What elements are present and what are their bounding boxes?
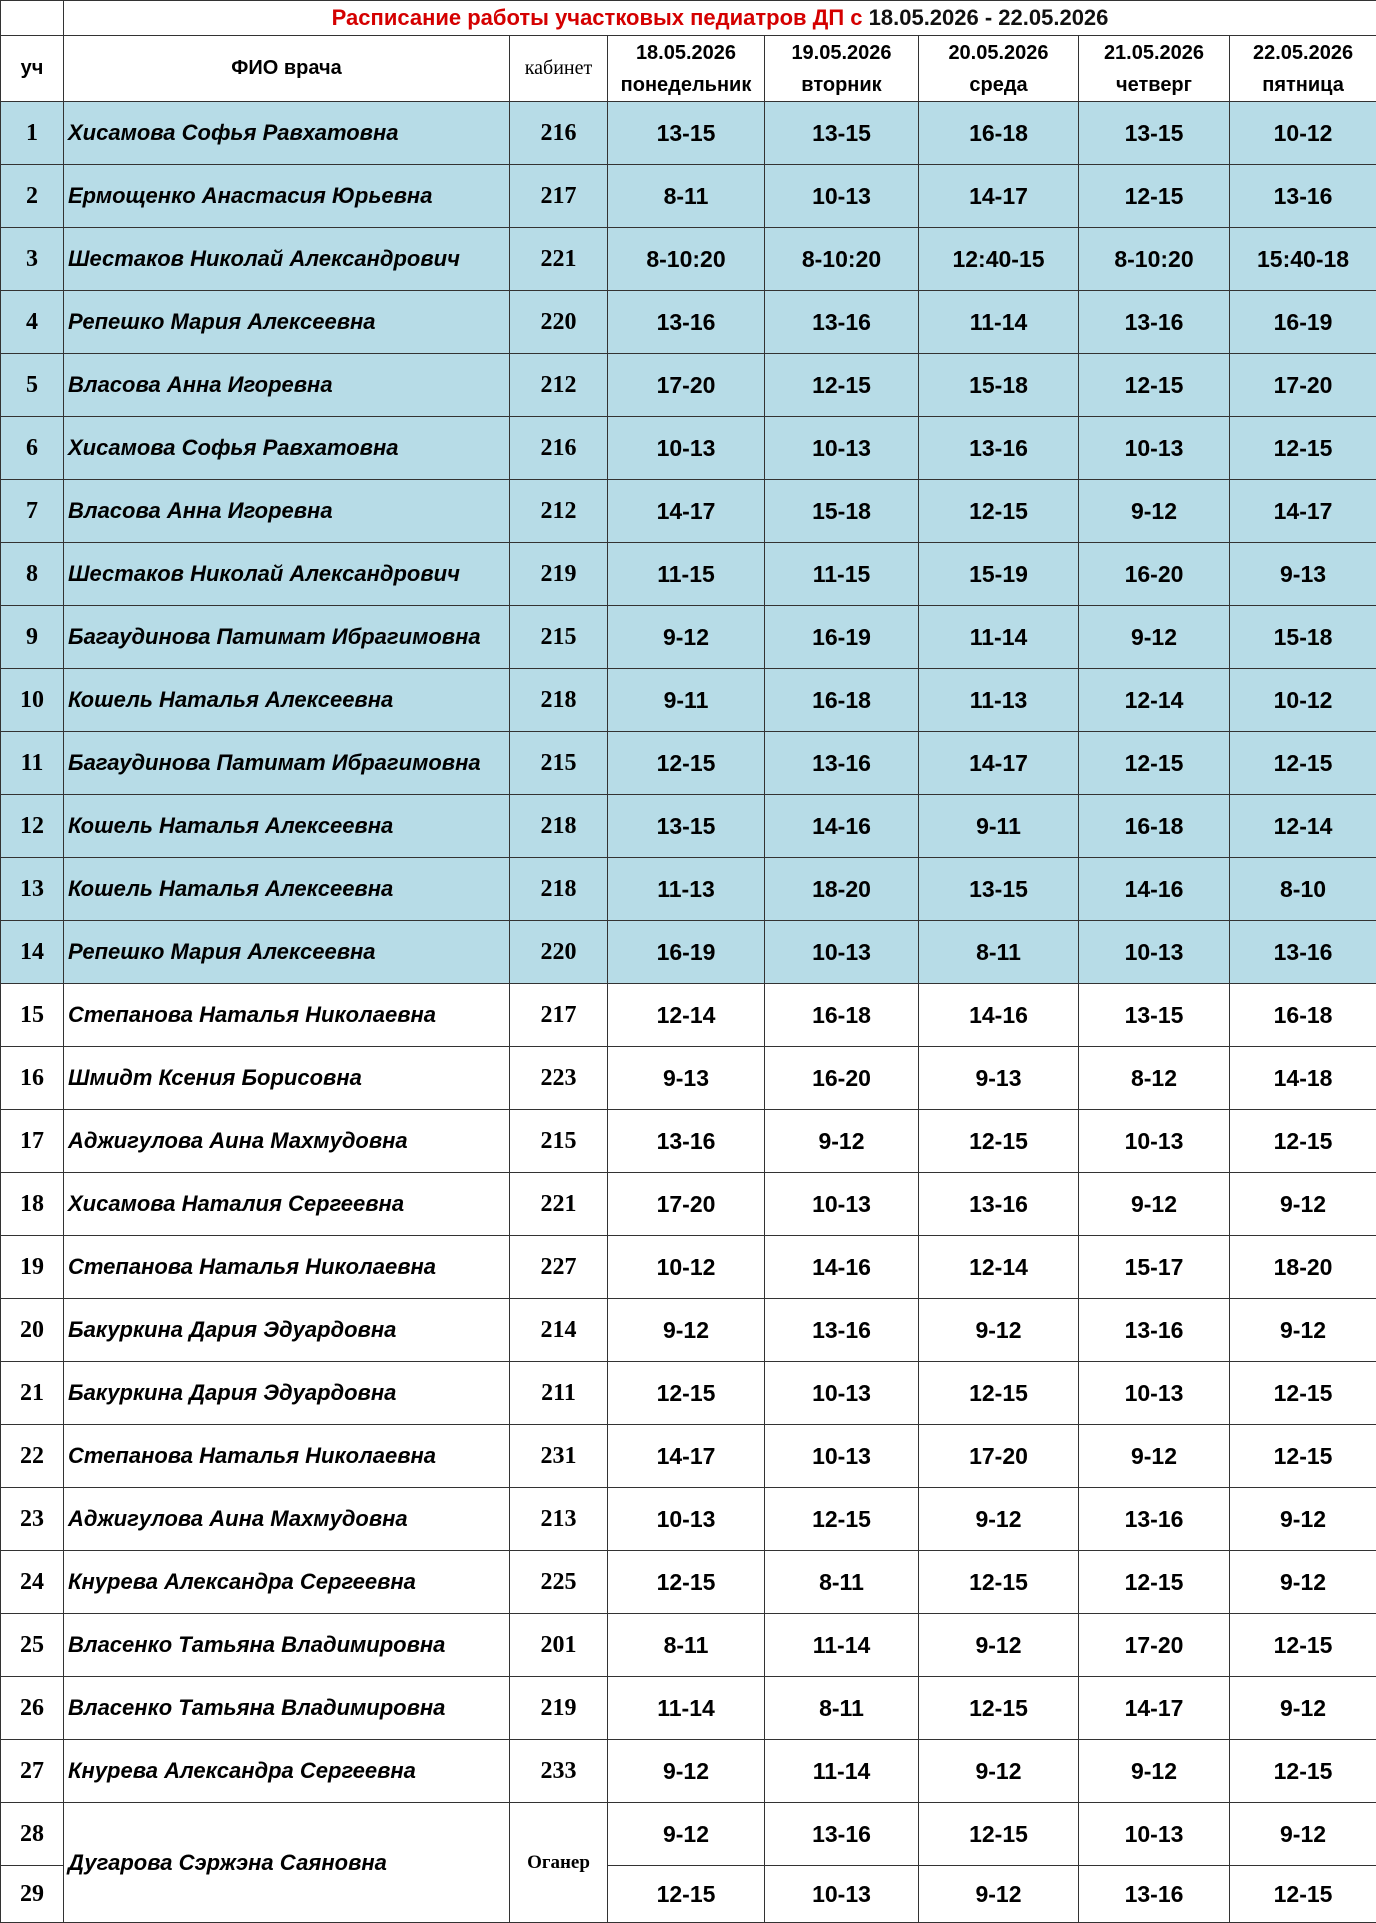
schedule-body — [1, 102, 1376, 1923]
header-day-date: 19.05.2026 — [765, 37, 918, 69]
row-number: 24 — [1, 1551, 64, 1614]
time-cell: 9-12 — [1079, 1425, 1230, 1488]
header-uch: уч — [1, 36, 64, 102]
time-cell: 13-15 — [608, 795, 765, 858]
time-cell: 9-12 — [608, 1740, 765, 1803]
header-day-name: пятница — [1230, 69, 1376, 101]
time-cell: 10-13 — [1079, 1803, 1230, 1866]
header-day-name: среда — [919, 69, 1078, 101]
row-number: 12 — [1, 795, 64, 858]
time-cell: 16-18 — [919, 102, 1079, 165]
time-cell: 10-12 — [608, 1236, 765, 1299]
time-cell: 10-13 — [765, 1362, 919, 1425]
time-cell: 12-15 — [919, 1362, 1079, 1425]
time-cell: 13-15 — [919, 858, 1079, 921]
cabinet-number: 223 — [510, 1047, 608, 1110]
time-cell: 12-15 — [1230, 1866, 1376, 1923]
time-cell: 17-20 — [1079, 1614, 1230, 1677]
header-day-date: 21.05.2026 — [1079, 37, 1229, 69]
time-cell: 13-15 — [1079, 984, 1230, 1047]
time-cell: 8-10 — [1230, 858, 1376, 921]
time-cell: 11-15 — [608, 543, 765, 606]
doctor-name: Багаудинова Патимат Ибрагимовна — [64, 732, 510, 795]
table-row — [1, 1425, 1376, 1488]
header-day-3 — [919, 36, 1079, 102]
row-number: 2 — [1, 165, 64, 228]
table-row — [1, 1740, 1376, 1803]
table-row-28 — [1, 1803, 1376, 1866]
table-row — [1, 1299, 1376, 1362]
time-cell: 16-19 — [765, 606, 919, 669]
time-cell: 15-19 — [919, 543, 1079, 606]
time-cell: 12-15 — [1079, 1551, 1230, 1614]
row-number: 3 — [1, 228, 64, 291]
time-cell: 9-12 — [919, 1614, 1079, 1677]
cabinet-number: 217 — [510, 165, 608, 228]
time-cell: 12-15 — [1230, 1614, 1376, 1677]
row-number: 23 — [1, 1488, 64, 1551]
doctor-name: Власенко Татьяна Владимировна — [64, 1677, 510, 1740]
time-cell: 12-15 — [919, 1803, 1079, 1866]
time-cell: 12-15 — [1230, 1110, 1376, 1173]
time-cell: 12:40-15 — [919, 228, 1079, 291]
time-cell: 9-11 — [608, 669, 765, 732]
cabinet-number: 221 — [510, 1173, 608, 1236]
time-cell: 16-19 — [608, 921, 765, 984]
table-row — [1, 228, 1376, 291]
row-number: 22 — [1, 1425, 64, 1488]
time-cell: 12-15 — [1230, 417, 1376, 480]
header-day-name: четверг — [1079, 69, 1229, 101]
time-cell: 12-15 — [608, 1551, 765, 1614]
cabinet-number: 220 — [510, 291, 608, 354]
time-cell: 17-20 — [608, 354, 765, 417]
time-cell: 8-10:20 — [765, 228, 919, 291]
time-cell: 13-16 — [919, 1173, 1079, 1236]
time-cell: 12-15 — [919, 1110, 1079, 1173]
time-cell: 13-15 — [1079, 102, 1230, 165]
time-cell: 14-18 — [1230, 1047, 1376, 1110]
time-cell: 8-12 — [1079, 1047, 1230, 1110]
table-row — [1, 669, 1376, 732]
time-cell: 9-12 — [1230, 1488, 1376, 1551]
row-number: 28 — [1, 1803, 64, 1866]
doctor-name: Багаудинова Патимат Ибрагимовна — [64, 606, 510, 669]
time-cell: 12-14 — [919, 1236, 1079, 1299]
time-cell: 10-12 — [1230, 669, 1376, 732]
cabinet-number: 220 — [510, 921, 608, 984]
time-cell: 11-14 — [919, 606, 1079, 669]
row-number: 26 — [1, 1677, 64, 1740]
time-cell: 12-15 — [919, 1677, 1079, 1740]
row-number: 5 — [1, 354, 64, 417]
time-cell: 10-13 — [1079, 417, 1230, 480]
cabinet-number: 219 — [510, 1677, 608, 1740]
doctor-name: Ермощенко Анастасия Юрьевна — [64, 165, 510, 228]
time-cell: 11-14 — [765, 1740, 919, 1803]
time-cell: 16-19 — [1230, 291, 1376, 354]
cabinet-number: 214 — [510, 1299, 608, 1362]
title-row — [1, 1, 1376, 36]
time-cell: 12-15 — [919, 1551, 1079, 1614]
row-number: 27 — [1, 1740, 64, 1803]
time-cell: 13-16 — [1230, 165, 1376, 228]
time-cell: 12-15 — [1079, 354, 1230, 417]
row-number: 29 — [1, 1866, 64, 1923]
time-cell: 10-13 — [765, 417, 919, 480]
time-cell: 10-13 — [1079, 1110, 1230, 1173]
row-number: 25 — [1, 1614, 64, 1677]
time-cell: 12-15 — [1230, 1740, 1376, 1803]
time-cell: 9-12 — [919, 1488, 1079, 1551]
cabinet-number: 212 — [510, 480, 608, 543]
cabinet-number: 218 — [510, 858, 608, 921]
time-cell: 12-14 — [1079, 669, 1230, 732]
doctor-name: Шестаков Николай Александрович — [64, 543, 510, 606]
row-number: 15 — [1, 984, 64, 1047]
time-cell: 16-18 — [1230, 984, 1376, 1047]
time-cell: 10-13 — [765, 1425, 919, 1488]
time-cell: 9-12 — [1230, 1677, 1376, 1740]
time-cell: 16-18 — [765, 669, 919, 732]
time-cell: 14-16 — [765, 1236, 919, 1299]
time-cell: 13-16 — [765, 291, 919, 354]
time-cell: 15-17 — [1079, 1236, 1230, 1299]
row-number: 17 — [1, 1110, 64, 1173]
time-cell: 13-16 — [608, 291, 765, 354]
time-cell: 8-11 — [608, 1614, 765, 1677]
title-text: Расписание работы участковых педиатров ДП с — [332, 5, 863, 30]
time-cell: 16-20 — [765, 1047, 919, 1110]
time-cell: 8-10:20 — [1079, 228, 1230, 291]
doctor-name: Хисамова Софья Равхатовна — [64, 417, 510, 480]
header-fio: ФИО врача — [64, 36, 510, 102]
table-row — [1, 984, 1376, 1047]
time-cell: 8-11 — [765, 1677, 919, 1740]
time-cell: 16-18 — [765, 984, 919, 1047]
time-cell: 10-13 — [765, 165, 919, 228]
header-day-date: 18.05.2026 — [608, 37, 764, 69]
time-cell: 12-15 — [1230, 732, 1376, 795]
doctor-name: Хисамова Софья Равхатовна — [64, 102, 510, 165]
row-number: 18 — [1, 1173, 64, 1236]
doctor-name: Степанова Наталья Николаевна — [64, 1236, 510, 1299]
row-number: 10 — [1, 669, 64, 732]
time-cell: 9-12 — [1079, 1173, 1230, 1236]
time-cell: 10-13 — [765, 921, 919, 984]
row-number: 11 — [1, 732, 64, 795]
time-cell: 15-18 — [919, 354, 1079, 417]
table-row — [1, 1488, 1376, 1551]
time-cell: 13-16 — [1079, 291, 1230, 354]
time-cell: 9-12 — [1079, 606, 1230, 669]
cabinet-number: 218 — [510, 795, 608, 858]
time-cell: 10-13 — [608, 417, 765, 480]
time-cell: 12-15 — [1230, 1425, 1376, 1488]
doctor-name: Кнурева Александра Сергеевна — [64, 1740, 510, 1803]
row-number: 20 — [1, 1299, 64, 1362]
time-cell: 11-15 — [765, 543, 919, 606]
cabinet-number: 215 — [510, 1110, 608, 1173]
time-cell: 13-16 — [765, 732, 919, 795]
doctor-name: Шмидт Ксения Борисовна — [64, 1047, 510, 1110]
time-cell: 9-12 — [608, 606, 765, 669]
table-row — [1, 732, 1376, 795]
time-cell: 17-20 — [1230, 354, 1376, 417]
time-cell: 9-12 — [608, 1803, 765, 1866]
doctor-name: Шестаков Николай Александрович — [64, 228, 510, 291]
time-cell: 11-14 — [608, 1677, 765, 1740]
time-cell: 12-15 — [919, 480, 1079, 543]
doctor-name: Власова Анна Игоревна — [64, 354, 510, 417]
row-number: 21 — [1, 1362, 64, 1425]
time-cell: 10-13 — [1079, 1362, 1230, 1425]
time-cell: 9-12 — [1230, 1803, 1376, 1866]
time-cell: 12-15 — [765, 1488, 919, 1551]
cabinet-number: 217 — [510, 984, 608, 1047]
time-cell: 15-18 — [1230, 606, 1376, 669]
time-cell: 10-12 — [1230, 102, 1376, 165]
time-cell: 13-16 — [1079, 1299, 1230, 1362]
row-number: 14 — [1, 921, 64, 984]
cabinet-number: 231 — [510, 1425, 608, 1488]
time-cell: 14-17 — [919, 165, 1079, 228]
time-cell: 8-10:20 — [608, 228, 765, 291]
doctor-name: Бакуркина Дария Эдуардовна — [64, 1299, 510, 1362]
time-cell: 12-15 — [1079, 165, 1230, 228]
header-day-date: 20.05.2026 — [919, 37, 1078, 69]
row-number: 13 — [1, 858, 64, 921]
time-cell: 12-15 — [1230, 1362, 1376, 1425]
time-cell: 10-13 — [765, 1866, 919, 1923]
doctor-name: Кошель Наталья Алексеевна — [64, 858, 510, 921]
time-cell: 14-16 — [1079, 858, 1230, 921]
time-cell: 10-13 — [765, 1173, 919, 1236]
table-row — [1, 543, 1376, 606]
table-row — [1, 1677, 1376, 1740]
time-cell: 9-12 — [1079, 1740, 1230, 1803]
time-cell: 9-12 — [919, 1299, 1079, 1362]
time-cell: 13-16 — [1079, 1488, 1230, 1551]
time-cell: 9-12 — [1230, 1299, 1376, 1362]
cabinet-number: 211 — [510, 1362, 608, 1425]
doctor-name: Репешко Мария Алексеевна — [64, 291, 510, 354]
time-cell: 14-17 — [608, 1425, 765, 1488]
time-cell: 9-12 — [1230, 1173, 1376, 1236]
cabinet-number: 227 — [510, 1236, 608, 1299]
time-cell: 9-12 — [919, 1866, 1079, 1923]
time-cell: 18-20 — [1230, 1236, 1376, 1299]
title-corner — [1, 1, 64, 36]
time-cell: 8-11 — [765, 1551, 919, 1614]
table-row — [1, 1173, 1376, 1236]
header-day-name: понедельник — [608, 69, 764, 101]
doctor-name: Дугарова Сэржэна Саяновна — [64, 1803, 510, 1923]
time-cell: 12-14 — [1230, 795, 1376, 858]
time-cell: 12-14 — [608, 984, 765, 1047]
doctor-name: Власова Анна Игоревна — [64, 480, 510, 543]
time-cell: 12-15 — [608, 1362, 765, 1425]
table-row — [1, 417, 1376, 480]
time-cell: 9-11 — [919, 795, 1079, 858]
doctor-name: Аджигулова Аина Махмудовна — [64, 1488, 510, 1551]
cabinet-number: Оганер — [510, 1803, 608, 1923]
table-row — [1, 291, 1376, 354]
time-cell: 8-11 — [608, 165, 765, 228]
time-cell: 17-20 — [919, 1425, 1079, 1488]
cabinet-number: 215 — [510, 732, 608, 795]
doctor-name: Кнурева Александра Сергеевна — [64, 1551, 510, 1614]
doctor-name: Бакуркина Дария Эдуардовна — [64, 1362, 510, 1425]
time-cell: 15:40-18 — [1230, 228, 1376, 291]
row-number: 6 — [1, 417, 64, 480]
table-row — [1, 1551, 1376, 1614]
time-cell: 16-20 — [1079, 543, 1230, 606]
doctor-name: Кошель Наталья Алексеевна — [64, 669, 510, 732]
time-cell: 9-12 — [765, 1110, 919, 1173]
header-day-2 — [765, 36, 919, 102]
table-row — [1, 1110, 1376, 1173]
time-cell: 9-12 — [608, 1299, 765, 1362]
cabinet-number: 216 — [510, 417, 608, 480]
table-row — [1, 1614, 1376, 1677]
time-cell: 14-17 — [919, 732, 1079, 795]
cabinet-number: 216 — [510, 102, 608, 165]
doctor-name: Власенко Татьяна Владимировна — [64, 1614, 510, 1677]
header-day-4 — [1079, 36, 1230, 102]
row-number: 9 — [1, 606, 64, 669]
header-day-1 — [608, 36, 765, 102]
header-row — [1, 36, 1376, 102]
time-cell: 13-16 — [919, 417, 1079, 480]
time-cell: 11-13 — [608, 858, 765, 921]
row-number: 1 — [1, 102, 64, 165]
cabinet-number: 212 — [510, 354, 608, 417]
page-title — [64, 1, 1376, 36]
table-row — [1, 480, 1376, 543]
cabinet-number: 218 — [510, 669, 608, 732]
time-cell: 10-13 — [1079, 921, 1230, 984]
header-cabinet: кабинет — [510, 36, 608, 102]
doctor-name: Хисамова Наталия Сергеевна — [64, 1173, 510, 1236]
row-number: 4 — [1, 291, 64, 354]
time-cell: 11-14 — [765, 1614, 919, 1677]
time-cell: 13-15 — [608, 102, 765, 165]
header-day-5 — [1230, 36, 1376, 102]
cabinet-number: 213 — [510, 1488, 608, 1551]
table-row — [1, 858, 1376, 921]
doctor-name: Репешко Мария Алексеевна — [64, 921, 510, 984]
time-cell: 14-17 — [608, 480, 765, 543]
cabinet-number: 233 — [510, 1740, 608, 1803]
time-cell: 18-20 — [765, 858, 919, 921]
table-row — [1, 1047, 1376, 1110]
time-cell: 13-16 — [765, 1299, 919, 1362]
table-row — [1, 1362, 1376, 1425]
table-row — [1, 165, 1376, 228]
doctor-name: Степанова Наталья Николаевна — [64, 1425, 510, 1488]
cabinet-number: 215 — [510, 606, 608, 669]
cabinet-number: 219 — [510, 543, 608, 606]
time-cell: 15-18 — [765, 480, 919, 543]
time-cell: 17-20 — [608, 1173, 765, 1236]
doctor-name: Аджигулова Аина Махмудовна — [64, 1110, 510, 1173]
doctor-name: Степанова Наталья Николаевна — [64, 984, 510, 1047]
time-cell: 9-12 — [919, 1740, 1079, 1803]
time-cell: 12-15 — [608, 1866, 765, 1923]
time-cell: 12-15 — [608, 732, 765, 795]
time-cell: 9-13 — [1230, 543, 1376, 606]
time-cell: 13-16 — [765, 1803, 919, 1866]
row-number: 7 — [1, 480, 64, 543]
time-cell: 9-12 — [1079, 480, 1230, 543]
time-cell: 9-13 — [919, 1047, 1079, 1110]
time-cell: 14-16 — [765, 795, 919, 858]
row-number: 19 — [1, 1236, 64, 1299]
table-row — [1, 102, 1376, 165]
table-row — [1, 1236, 1376, 1299]
time-cell: 13-16 — [1079, 1866, 1230, 1923]
time-cell: 14-17 — [1230, 480, 1376, 543]
header-day-name: вторник — [765, 69, 918, 101]
title-dates: 18.05.2026 - 22.05.2026 — [869, 5, 1109, 30]
time-cell: 9-12 — [1230, 1551, 1376, 1614]
row-number: 8 — [1, 543, 64, 606]
time-cell: 9-13 — [608, 1047, 765, 1110]
doctor-name: Кошель Наталья Алексеевна — [64, 795, 510, 858]
time-cell: 14-17 — [1079, 1677, 1230, 1740]
row-number: 16 — [1, 1047, 64, 1110]
time-cell: 12-15 — [1079, 732, 1230, 795]
table-row — [1, 921, 1376, 984]
time-cell: 13-16 — [608, 1110, 765, 1173]
time-cell: 11-14 — [919, 291, 1079, 354]
time-cell: 13-15 — [765, 102, 919, 165]
time-cell: 14-16 — [919, 984, 1079, 1047]
table-row — [1, 795, 1376, 858]
table-row — [1, 354, 1376, 417]
cabinet-number: 221 — [510, 228, 608, 291]
time-cell: 10-13 — [608, 1488, 765, 1551]
time-cell: 13-16 — [1230, 921, 1376, 984]
time-cell: 16-18 — [1079, 795, 1230, 858]
time-cell: 8-11 — [919, 921, 1079, 984]
time-cell: 12-15 — [765, 354, 919, 417]
table-row — [1, 606, 1376, 669]
cabinet-number: 225 — [510, 1551, 608, 1614]
header-day-date: 22.05.2026 — [1230, 37, 1376, 69]
cabinet-number: 201 — [510, 1614, 608, 1677]
time-cell: 11-13 — [919, 669, 1079, 732]
